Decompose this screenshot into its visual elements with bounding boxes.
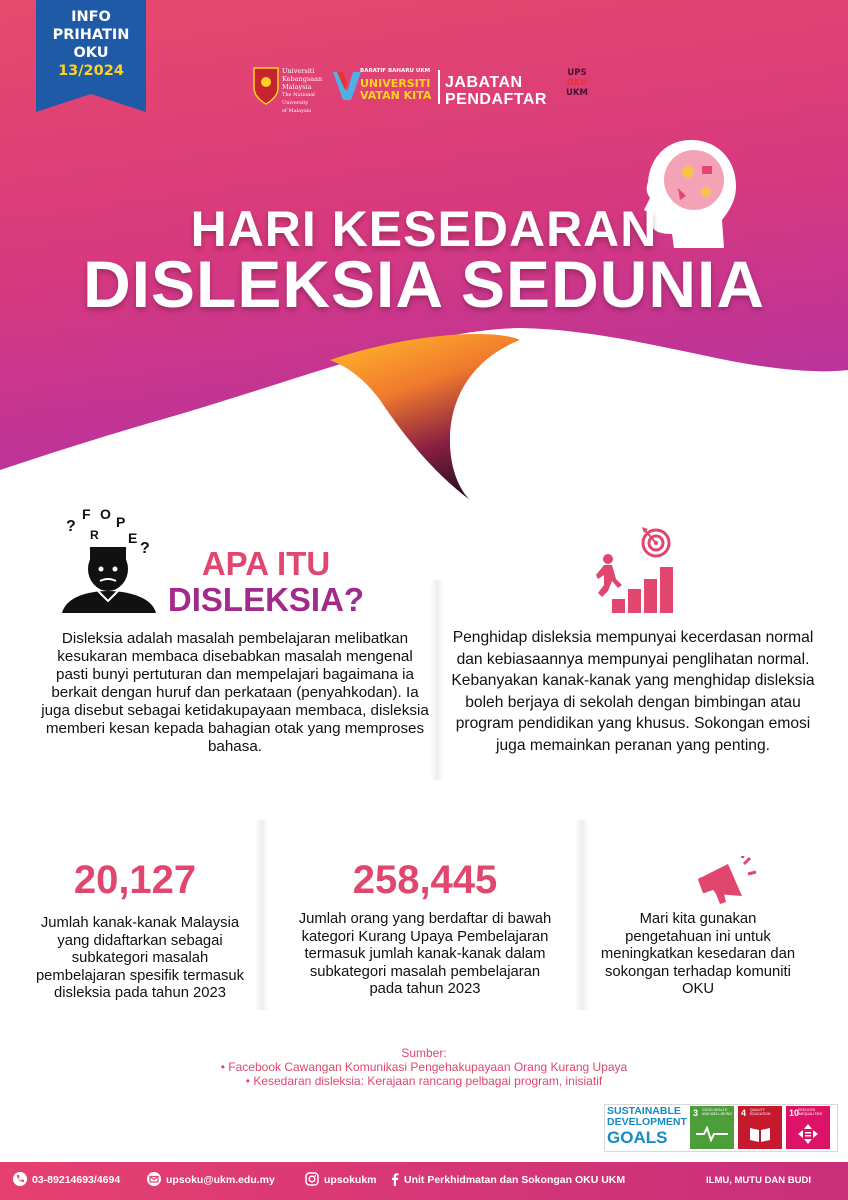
- svg-text:O: O: [100, 506, 111, 522]
- universiti-logo-line2: VATAN KITA: [360, 89, 432, 102]
- page-title-line2: DISLEKSIA SEDUNIA: [83, 247, 765, 321]
- phone-icon: [13, 1172, 27, 1186]
- info-badge-text: INFO PRIHATIN OKU 13/2024: [52, 9, 130, 79]
- sdg-goal-10-badge: 10 REDUCED INEQUALITIES: [786, 1106, 830, 1149]
- ukm-logo-text: Universiti Kebangsaan Malaysia The National University of Malaysia: [282, 67, 323, 114]
- section-divider: [430, 580, 444, 780]
- facebook-icon: [388, 1172, 402, 1186]
- book-icon: [748, 1124, 772, 1144]
- source-link[interactable]: • Facebook Cawangan Komunikasi Pengehakupayaan Orang Kurang Upaya: [220, 1060, 628, 1074]
- success-stairs-icon: [592, 525, 676, 615]
- call-to-action-text: Mari kita gunakan pengetahuan ini untuk meningkatkan kesedaran dan sokongan terhadap komuniti OKU: [600, 911, 796, 997]
- footer-instagram[interactable]: upsokukm: [324, 1174, 377, 1186]
- ups-oku-ukm-logo: UPS OKU UKM: [566, 68, 588, 98]
- sdg-title: SUSTAINABLE DEVELOPMENT: [607, 1105, 687, 1128]
- sdg-goal-3-badge: 3 GOOD HEALTH AND WELL-BEING: [690, 1106, 734, 1149]
- footer-phone[interactable]: 03-89214693/4694: [32, 1174, 121, 1186]
- universiti-logo-top: BARATIF BAHARU UKM: [360, 68, 431, 74]
- disleksia-heading: DISLEKSIA?: [167, 581, 365, 618]
- universiti-logo-icon: [331, 70, 361, 102]
- logo-divider: [438, 70, 440, 104]
- svg-text:?: ?: [140, 540, 150, 557]
- source-link[interactable]: • Kesedaran disleksia: Kerajaan rancang pelbagai program, inisiatif: [245, 1074, 603, 1088]
- page-title-line1: HARI KESEDARAN: [190, 201, 658, 257]
- facts-paragraph: Penghidap disleksia mempunyai kecerdasan normal dan kebiasaannya mempunyai penglihatan normal. Kebanyakan kanak-kanak yang menghidap disleksia boleh berjaya di sekolah dengan bimbingan atau program pendidikan yang khusus. Sokongan emosi juga memainkan peranan yang penting.: [451, 629, 815, 754]
- svg-text:?: ?: [66, 518, 76, 535]
- jabatan-pendaftar-logo: JABATAN PENDAFTAR: [445, 74, 547, 108]
- svg-text:E: E: [128, 530, 138, 546]
- footer-email[interactable]: upsoku@ukm.edu.my: [166, 1174, 275, 1186]
- universiti-logo-line1: UNIVERSITI: [360, 77, 431, 90]
- apa-itu-heading: APA ITU: [201, 545, 331, 582]
- stat-value: 258,445: [352, 858, 498, 902]
- megaphone-icon: [698, 856, 758, 906]
- equality-icon: [796, 1122, 820, 1146]
- email-icon: [147, 1172, 161, 1186]
- svg-text:P: P: [116, 514, 126, 530]
- stat-description: Jumlah orang yang berdaftar di bawah kategori Kurang Upaya Pembelajaran termasuk jumlah kanak-kanak dalam subkategori masalah pembelajaran pada tahun 2023: [298, 911, 552, 997]
- svg-text:R: R: [90, 528, 99, 542]
- stat-value: 20,127: [73, 858, 197, 902]
- stat-description: Jumlah kanak-kanak Malaysia yang didaftarkan sebagai subkategori masalah pembelajaran spesifik termasuk disleksia pada tahun 2023: [35, 915, 245, 1001]
- instagram-icon: [305, 1172, 319, 1186]
- confused-person-icon: [60, 505, 160, 615]
- footer-motto: ILMU, MUTU DAN BUDI: [706, 1175, 812, 1186]
- heartbeat-icon: [696, 1126, 728, 1142]
- svg-text:F: F: [82, 506, 91, 522]
- ukm-crest-icon: [252, 66, 280, 106]
- section-divider: [255, 820, 269, 1010]
- footer-facebook[interactable]: Unit Perkhidmatan dan Sokongan OKU UKM: [404, 1174, 626, 1186]
- definition-paragraph: Disleksia adalah masalah pembelajaran melibatkan kesukaran membaca disebabkan masalah mengenal pasti bunyi pertuturan dan mempelajari bagaimana ia berkait dengan huruf dan perkataan (penyahkodan). Ia juga disebut sebagai ketidakupayaan membaca, disleksia memberi kesan kepada bahagian otak yang memproses bahasa.: [41, 630, 429, 755]
- section-divider: [575, 820, 589, 1010]
- sdg-goal-4-badge: 4 QUALITY EDUCATION: [738, 1106, 782, 1149]
- sources-label: Sumber:: [401, 1046, 447, 1060]
- sdg-goals-label: GOALS: [607, 1128, 668, 1147]
